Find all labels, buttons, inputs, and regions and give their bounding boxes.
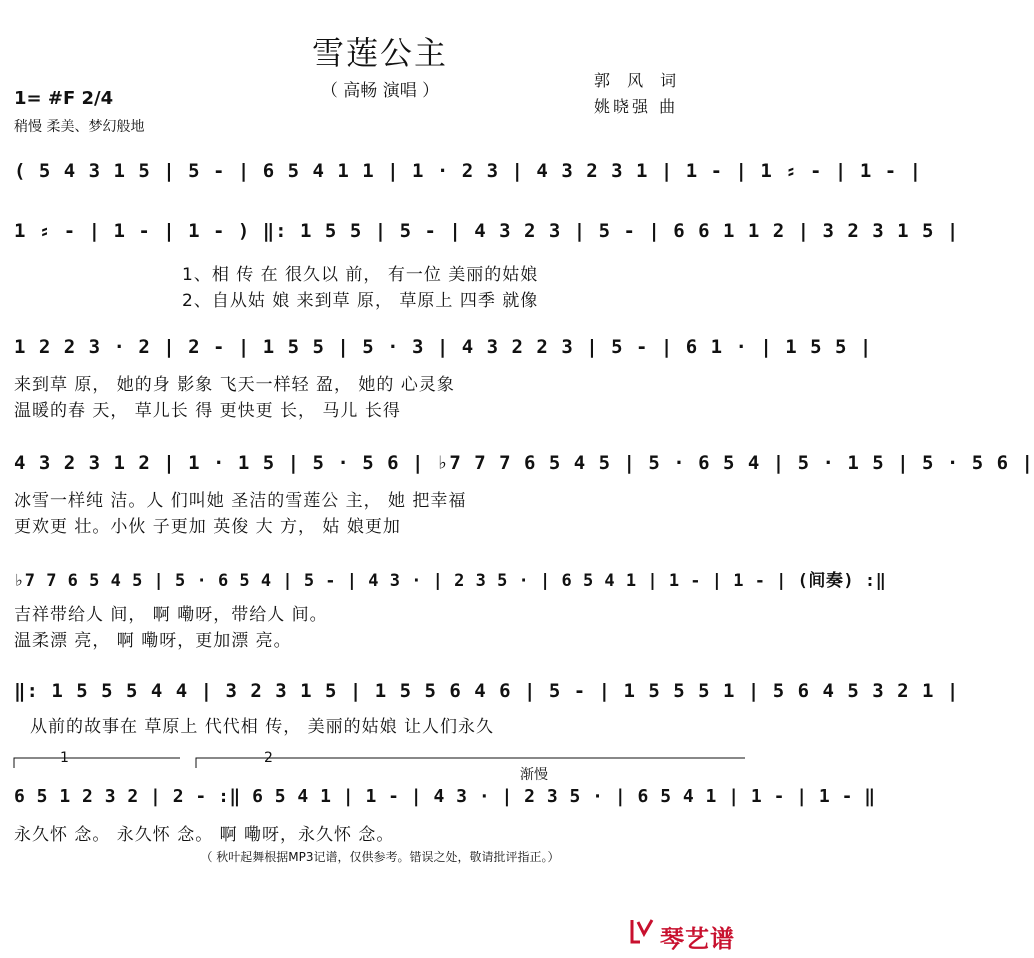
lyric-row-4-verse-2: 更欢更 壮。小伙 子更加 英俊 大 方， 姑 娘更加: [14, 517, 401, 537]
composer-credit: 姚晓强 曲: [594, 97, 679, 116]
lyric-row-5-verse-1: 吉祥带给人 间， 啊 嘞呀，带给人 间。: [14, 605, 328, 625]
tempo-marking: 稍慢 柔美、梦幻般地: [14, 119, 145, 135]
lyricist-credit: 郭 风 词: [594, 71, 683, 90]
volta-2-label: 2: [264, 750, 273, 766]
notation-row-7: 6 5 1 2 3 2 | 2 - :‖ 6 5 4 1 | 1 - | 4 3 · | 2 3 5 · | 6 5 4 1 | 1 - | 1 - ‖: [14, 786, 876, 807]
lyric-row-3-verse-2: 温暖的春 天， 草儿长 得 更快更 长， 马儿 长得: [14, 401, 401, 421]
lyric-row-7-verse-1: 永久怀 念。 永久怀 念。 啊 嘞呀，永久怀 念。: [14, 825, 395, 845]
lyric-row-3-verse-1: 来到草 原， 她的身 影象 飞天一样轻 盈， 她的 心灵象: [14, 375, 455, 395]
lyric-row-4-verse-1: 冰雪一样纯 洁。人 们叫她 圣洁的雪莲公 主， 她 把幸福: [14, 491, 467, 511]
qinyipu-logo-icon: [628, 916, 658, 946]
key-signature: 1= #F 2/4: [14, 88, 114, 109]
lyric-row-2-verse-2: 2、自从姑 娘 来到草 原， 草原上 四季 就像: [182, 291, 539, 311]
notation-row-4: 4 3 2 3 1 2 | 1 · 1 5 | 5 · 5 6 | ♭7 7 7 6 5 4 5 | 5 · 6 5 4 | 5 · 1 5 | 5 · 5 6 |: [14, 452, 1034, 474]
volta-1-label: 1: [60, 750, 69, 766]
notation-row-6: ‖: 1 5 5 5 4 4 | 3 2 3 1 5 | 1 5 5 6 4 6 | 5 - | 1 5 5 5 1 | 5 6 4 5 3 2 1 |: [14, 680, 960, 702]
notation-row-2: 1 ⸗ - | 1 - | 1 - ) ‖: 1 5 5 | 5 - | 4 3 2 3 | 5 - | 6 6 1 1 2 | 3 2 3 1 5 |: [14, 220, 960, 242]
notation-row-3: 1 2 2 3 · 2 | 2 - | 1 5 5 | 5 · 3 | 4 3 2 2 3 | 5 - | 6 1 · | 1 5 5 |: [14, 336, 873, 358]
singer-line: （ 高畅 演唱 ）: [320, 81, 440, 101]
lyric-row-2-verse-1: 1、相 传 在 很久以 前， 有一位 美丽的姑娘: [182, 265, 539, 285]
lyric-row-6-verse-1: 从前的故事在 草原上 代代相 传， 美丽的姑娘 让人们永久: [30, 717, 495, 737]
ritardando-marking: 渐慢: [520, 767, 548, 783]
lyric-row-5-verse-2: 温柔漂 亮， 啊 嘞呀，更加漂 亮。: [14, 631, 292, 651]
notation-row-1: ( 5 4 3 1 5 | 5 - | 6 5 4 1 1 | 1 · 2 3 | 4 3 2 3 1 | 1 - | 1 ⸗ - | 1 - |: [14, 160, 923, 182]
transcription-note: （ 秋叶起舞根据MP3记谱，仅供参考。错误之处，敬请批评指正。）: [200, 850, 560, 864]
site-logo-text: 琴艺谱: [660, 925, 735, 953]
song-title: 雪莲公主: [311, 34, 448, 72]
notation-row-5: ♭7 7 6 5 4 5 | 5 · 6 5 4 | 5 - | 4 3 · | 2 3 5 · | 6 5 4 1 | 1 - | 1 - | (间奏) :‖: [14, 571, 887, 591]
